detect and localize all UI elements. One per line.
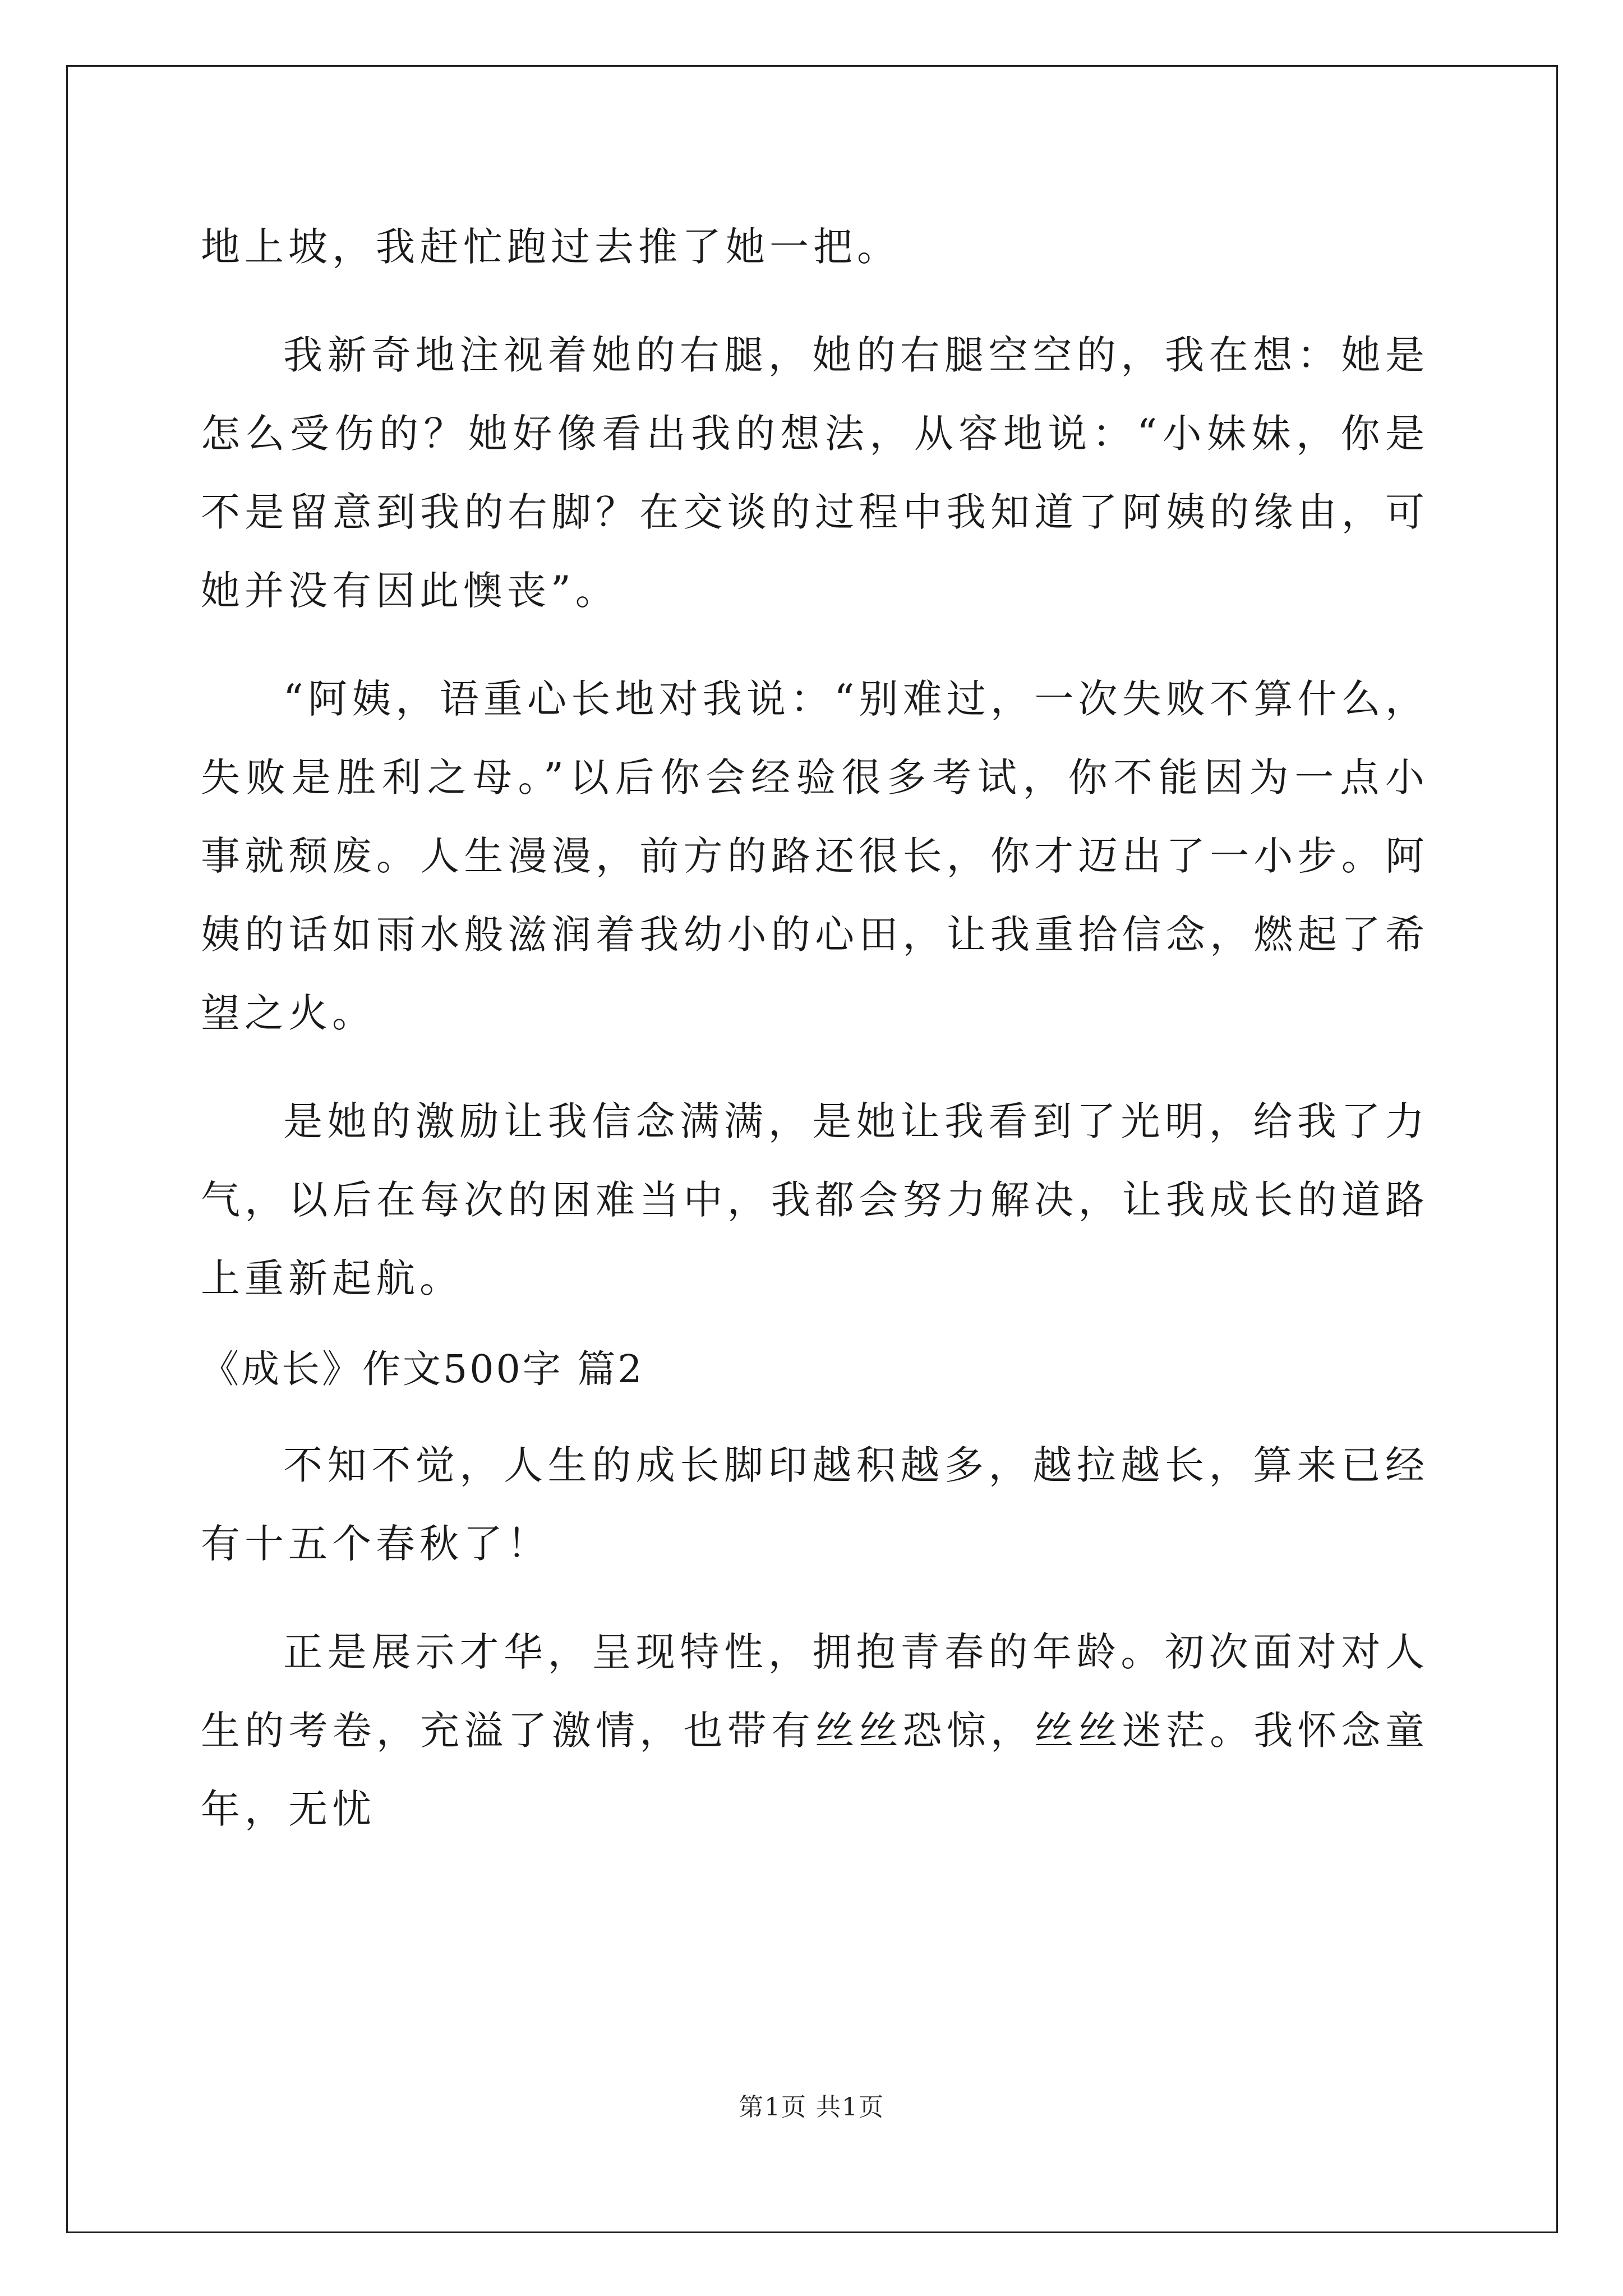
paragraph: 不知不觉，人生的成长脚印越积越多，越拉越长，算来已经有十五个春秋了！ xyxy=(201,1442,1429,1567)
page-number-footer: 第1页 共1页 xyxy=(739,2093,884,2122)
paragraph: 地上坡，我赶忙跑过去推了她一把。 xyxy=(201,224,901,270)
paragraph: “阿姨，语重心长地对我说：“别难过，一次失败不算什么，失败是胜利之母。”以后你会经验很多考试，你不能因为一点小事就颓废。人生漫漫，前方的路还很长，你才迈出了一小步。阿姨的话如雨水般滋润着我幼小的心田，让我重拾信念，燃起了希望之火。 xyxy=(201,676,1429,1036)
paragraph: 是她的激励让我信念满满，是她让我看到了光明，给我了力气，以后在每次的困难当中，我都会努力解决，让我成长的道路上重新起航。 xyxy=(201,1098,1429,1301)
paragraph: 正是展示才华，呈现特性，拥抱青春的年龄。初次面对对人生的考卷，充溢了激情，也带有丝丝恐惊，丝丝迷茫。我怀念童年，无忧 xyxy=(201,1629,1429,1832)
document-body xyxy=(201,208,1429,1878)
paragraph: 我新奇地注视着她的右腿，她的右腿空空的，我在想：她是怎么受伤的？她好像看出我的想法，从容地说：“小妹妹，你是不是留意到我的右脚？在交谈的过程中我知道了阿姨的缘由，可她并没有因此懊丧”。 xyxy=(201,332,1429,614)
section-heading: 《成长》作文500字 篇2 xyxy=(201,1347,644,1392)
